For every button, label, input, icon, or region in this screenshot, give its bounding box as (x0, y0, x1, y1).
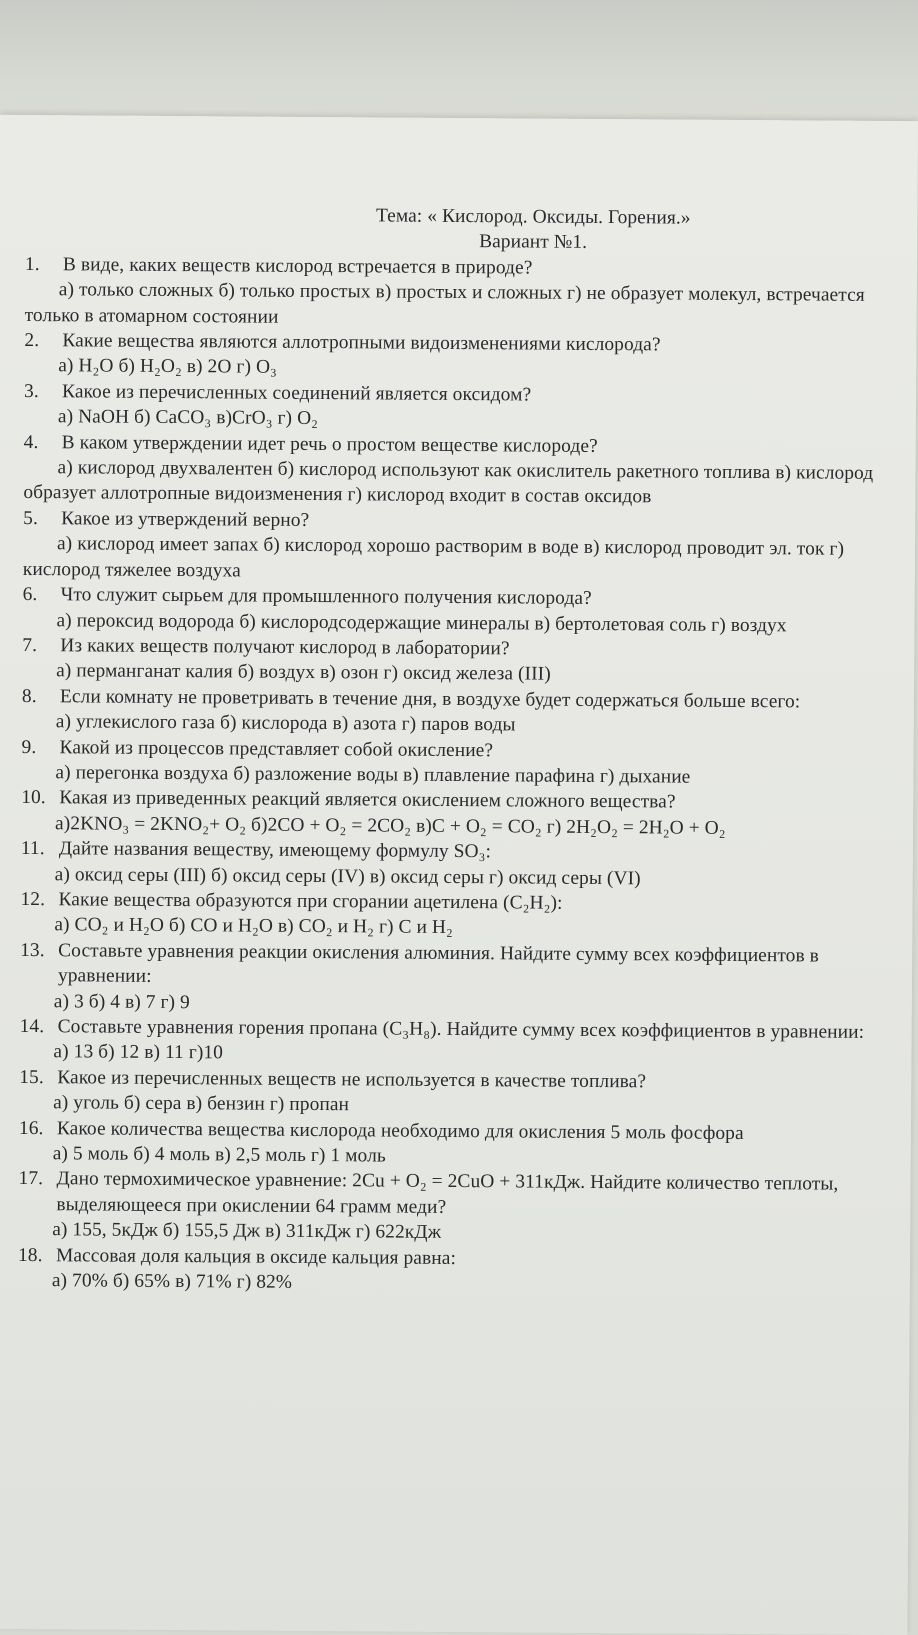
question-text: Какой из процессов представляет собой окисление? (59, 736, 494, 761)
question-4 (23, 430, 890, 512)
question-number: 16. (18, 1117, 44, 1139)
question-text: В виде, каких веществ кислород встречается в природе? (62, 254, 533, 279)
question-number: 10. (21, 787, 46, 809)
question-number: 6. (22, 584, 38, 606)
question-9 (21, 734, 887, 791)
question-text: Что служит сырьем для промышленного получения кислорода? (60, 584, 592, 610)
question-text: Какое из утверждений верно? (61, 508, 310, 531)
answer-options: а) оксид серы (III) б) оксид серы (IV) в) оксид серы г) оксид серы (VI) (54, 863, 641, 889)
question-12 (20, 887, 886, 944)
question-number: 3. (24, 380, 39, 402)
answer-options: а)2KNO₃ = 2KNO₂+ O₂ б)2CO + O₂ = 2CO₂ в)C + O₂ = CO₂ г) 2H₂O₂ = 2H₂O + O₂ (54, 812, 726, 839)
answer-options: а) 155, 5кДж б) 155,5 Дж в) 311кДж г) 622кДж (52, 1219, 442, 1244)
answer-options: а) только сложных б) только простых в) простых и сложных г) не образует молекул, встречается только в атомарном состоянии (24, 279, 865, 328)
answer-options: а) H₂O б) H₂O₂ в) 2O г) O₃ (58, 355, 278, 379)
answer-options: а) перманганат калия б) воздух в) озон г) оксид железа (III) (56, 660, 551, 685)
answer-options: а) 13 б) 12 в) 11 г)10 (53, 1041, 224, 1064)
worksheet (18, 201, 892, 1299)
question-18 (18, 1243, 884, 1300)
question-6 (22, 582, 888, 639)
question-text: Какое из перечисленных веществ не используется в качестве топлива? (57, 1067, 647, 1093)
question-text: В каком утверждении идет речь о простом веществе кислороде? (61, 431, 598, 457)
question-8 (22, 684, 888, 741)
question-text: Из каких веществ получают кислород в лаборатории? (60, 635, 510, 660)
question-10 (21, 785, 887, 842)
answer-options: а) перегонка воздуха б) разложение воды в) плавление парафина г) дыхание (55, 762, 691, 788)
answer-options: а) кислород имеет запах б) кислород хорошо растворим в воде в) кислород проводит эл. ток г) кислород тяжелее воздуха (22, 533, 845, 582)
question-number: 17. (18, 1168, 44, 1190)
answer-options: а) 70% б) 65% в) 71% г) 82% (51, 1270, 293, 1293)
question-number: 4. (23, 431, 39, 453)
question-text: Если комнату не проветривать в течение дня, в воздухе будет содержаться больше всего: (59, 685, 801, 713)
question-16 (19, 1116, 885, 1173)
question-number: 18. (17, 1244, 43, 1266)
answer-options: а) 3 б) 4 в) 7 г) 9 (53, 990, 190, 1013)
question-number: 13. (20, 939, 45, 961)
question-text: Массовая доля кальция в оксиде кальция равна: (55, 1244, 457, 1269)
question-2 (24, 328, 890, 385)
answer-options: а) уголь б) сера в) бензин г) пропан (53, 1092, 350, 1116)
answer-options: а) NaOH б) CaCO₃ в)CrO₃ г) O₂ (57, 406, 319, 430)
question-7 (22, 633, 888, 690)
question-11 (21, 836, 887, 893)
question-number: 8. (21, 685, 37, 707)
answer-options: а) CO₂ и H₂O б) CO и H₂O в) CO₂ и H₂ г) C и H₂ (54, 914, 453, 939)
question-text: Какая из приведенных реакций является окислением сложного вещества? (59, 787, 676, 813)
question-5 (23, 506, 890, 588)
question-number: 5. (23, 507, 39, 529)
paper-sheet (0, 115, 918, 1635)
question-3 (24, 379, 890, 436)
question-text: Дано термохимическое уравнение: 2Cu + O₂ = 2CuO + 311кДж. Найдите количество теплоты, выделяющееся при окислении 64 грамм меди? (56, 1168, 839, 1218)
answer-options: а) кислород двухвалентен б) кислород используют как окислитель ракетного топлива в) кислород образует аллотропные видоизменения г) кислород входит в состав оксидов (23, 457, 874, 508)
question-1 (25, 252, 892, 334)
question-text: Какое из перечисленных соединений является оксидом? (62, 381, 532, 406)
question-17 (18, 1166, 885, 1248)
question-number: 2. (24, 330, 40, 352)
question-13 (20, 938, 887, 1020)
question-14 (19, 1014, 885, 1071)
question-15 (19, 1065, 885, 1122)
question-number: 9. (21, 736, 37, 758)
answer-options: а) пероксид водорода б) кислородсодержащие минералы в) бертолетовая соль г) воздух (56, 609, 787, 636)
question-text: Составьте уравнения горения пропана (C₃H₈). Найдите сумму всех коэффициентов в уравнении: (57, 1016, 865, 1043)
question-text: Какие вещества являются аллотропными видоизменениями кислорода? (62, 330, 661, 356)
answer-options: а) углекислого газа б) кислорода в) азота г) паров воды (55, 711, 516, 736)
question-text: Составьте уравнения реакции окисления алюминия. Найдите сумму всех коэффициентов в уравнении: (57, 940, 820, 988)
answer-options: а) 5 моль б) 4 моль в) 2,5 моль г) 1 моль (52, 1143, 386, 1167)
question-text: Какое количества вещества кислорода необходимо для окисления 5 моль фосфора (56, 1117, 744, 1144)
question-number: 12. (20, 888, 46, 911)
topic-title: Тема: « Кислород. Оксиды. Горения.» (375, 205, 691, 229)
variant-title: Вариант №1. (479, 231, 588, 254)
question-number: 15. (19, 1066, 44, 1088)
question-number: 1. (24, 253, 40, 275)
question-number: 14. (19, 1015, 45, 1038)
question-number: 7. (22, 634, 38, 656)
question-number: 11. (20, 838, 45, 860)
question-text: Какие вещества образуются при сгорании ацетилена (C₂H₂): (58, 889, 563, 914)
question-text: Дайте названия веществу, имеющему формулу SO₃: (58, 838, 492, 863)
